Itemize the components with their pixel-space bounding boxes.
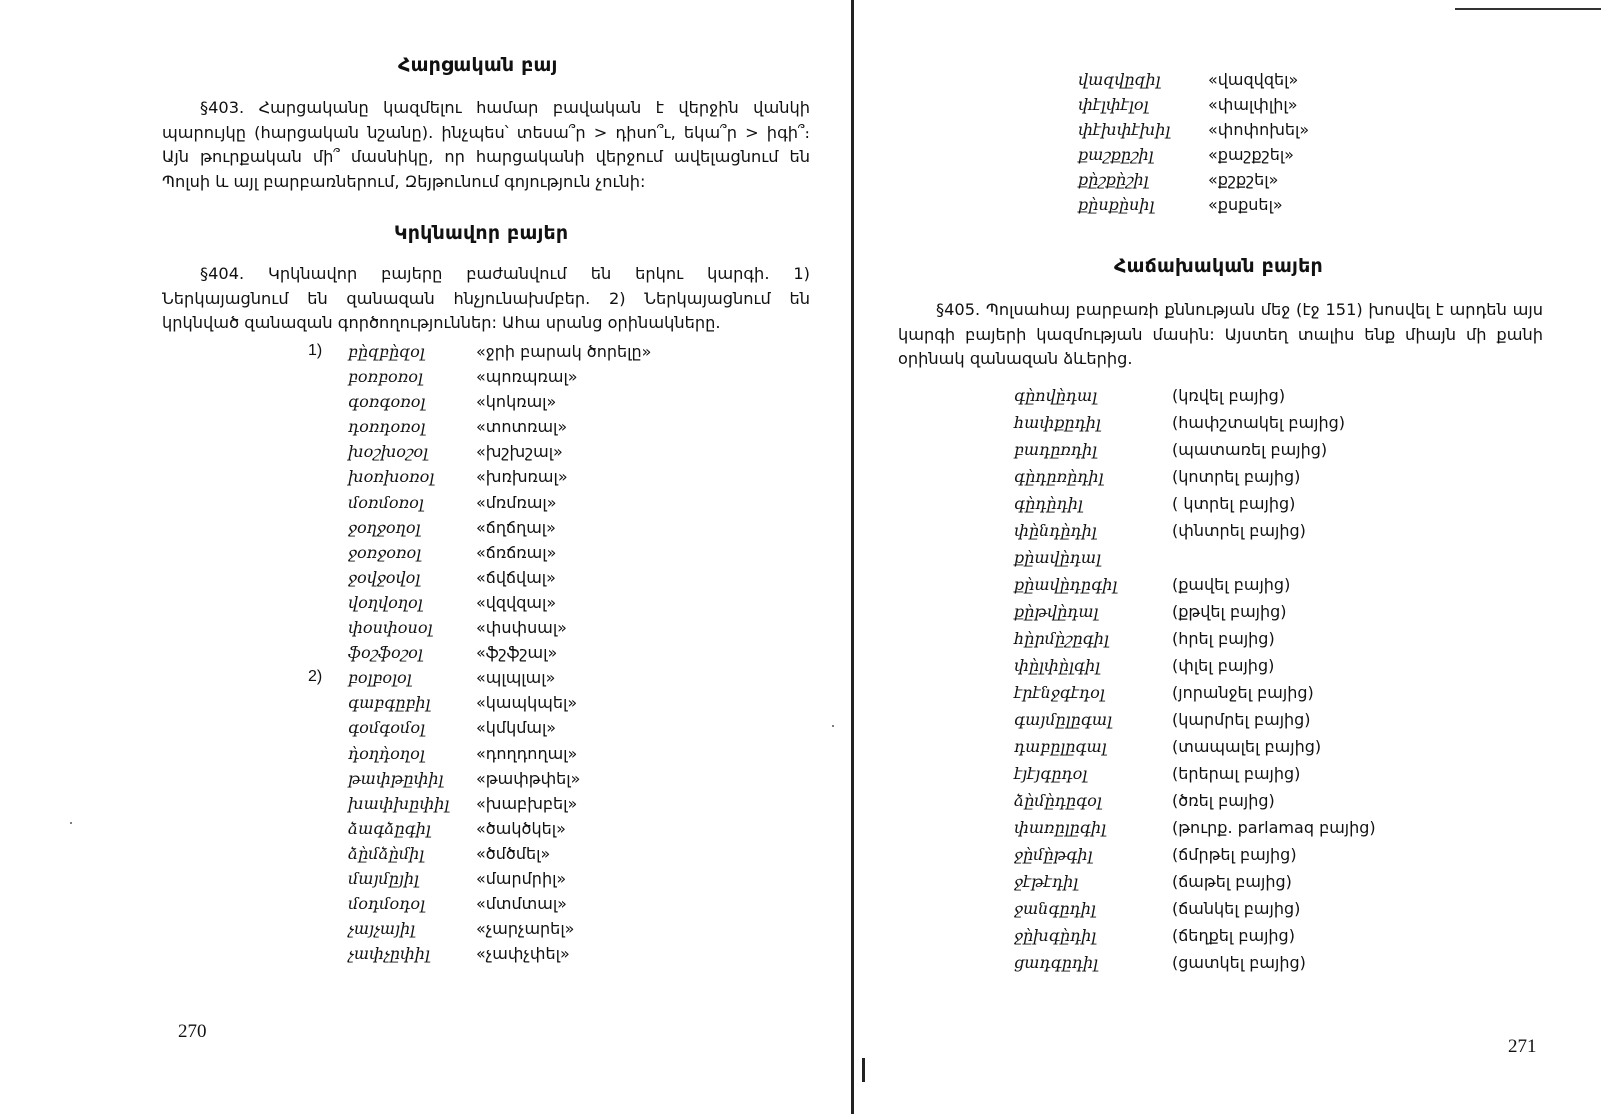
dialect-word: մայմըյիլ: [348, 868, 419, 888]
standard-gloss: (փլել բայից): [1172, 656, 1275, 675]
example-row: [308, 668, 768, 693]
example-row: [1014, 629, 1394, 656]
example-row: [1014, 548, 1394, 575]
dialect-word: բը̀զբը̀զօլ: [348, 342, 425, 361]
example-row: [1014, 953, 1394, 980]
standard-gloss: «ծմծմել»: [476, 843, 551, 863]
dialect-word: խօռխօռօլ: [348, 467, 435, 487]
section-title-frequentative-verbs: Հաճախական բայեր: [1114, 255, 1323, 277]
dialect-word: բօռբօռօլ: [348, 367, 423, 387]
standard-gloss: «տոտռալ»: [476, 417, 568, 437]
example-row: [1078, 170, 1338, 195]
standard-gloss: «չարչարել»: [476, 919, 575, 939]
dialect-word: հափքըդիլ: [1014, 413, 1101, 432]
dialect-word: ջօվջօվօլ: [348, 567, 421, 587]
standard-gloss: (ճանկել բայից): [1172, 899, 1301, 918]
dialect-word: դ̀օղդ̀օղօլ: [348, 743, 425, 763]
example-row: [308, 919, 768, 944]
example-row: [1014, 575, 1394, 602]
standard-gloss: «ջրի բարակ ծորելը»: [476, 342, 652, 361]
example-row: [308, 718, 768, 743]
standard-gloss: (ճեղքել բայից): [1172, 926, 1295, 945]
example-row: [1078, 120, 1338, 145]
example-row: [308, 593, 768, 618]
standard-gloss: «ճվճվալ»: [476, 567, 556, 587]
dialect-word: դաբըլըգալ: [1014, 737, 1107, 756]
standard-gloss: «խռխռալ»: [476, 467, 568, 487]
example-row: [308, 392, 768, 417]
standard-gloss: «չափչփել»: [476, 944, 570, 964]
dialect-word: փը̀լփը̀լգիլ: [1014, 656, 1100, 675]
standard-gloss: (ճմրթել բայից): [1172, 845, 1297, 864]
example-row: [308, 467, 768, 492]
standard-gloss: (յորանջել բայից): [1172, 683, 1314, 702]
paragraph-403: §403. Հարցականը կազմելու համար բավական է վերջին վանկի պարույկը (հարցական նշանը). ինչպես՝ տեսա՞ր > դիսո՞ւ, եկա՞ր > իգի՞։ Այն թուրքական մի՞ մասնիկը, որ հարցականի վերջում ավելացնում են Պոլսի և այլ բարբառներում, Զեյթունում գոյություն չունի:: [162, 98, 810, 191]
example-row: [1014, 521, 1394, 548]
dialect-word: ջը̀խգը̀դիլ: [1014, 926, 1097, 945]
example-row: [308, 417, 768, 442]
dialect-word: չայչայիլ: [348, 919, 415, 939]
standard-gloss: «վզվզալ»: [476, 592, 557, 612]
example-row: [1014, 899, 1394, 926]
dialect-word: ջանգըդիլ: [1014, 899, 1096, 918]
right-page: [860, 0, 1601, 1114]
example-row: [308, 744, 768, 769]
standard-gloss: «ճղճղալ»: [476, 517, 556, 537]
standard-gloss: (կոտրել բայից): [1172, 467, 1301, 486]
dialect-word: ջէթէդիլ: [1014, 872, 1079, 891]
standard-gloss: «քշքշել»: [1208, 170, 1279, 189]
dialect-word: փօսփօսօլ: [348, 618, 433, 638]
example-row: [308, 869, 768, 894]
standard-gloss: ( կտրել բայից): [1172, 494, 1296, 513]
dialect-word: ջը̀մը̀թգիլ: [1014, 845, 1093, 864]
dialect-word: քաշքըշիլ: [1078, 145, 1154, 164]
standard-gloss: «պոռպռալ»: [476, 367, 578, 387]
dialect-word: գօռգօռօլ: [348, 392, 426, 412]
example-row: [1078, 70, 1338, 95]
example-row: [308, 643, 768, 668]
example-row: [308, 944, 768, 969]
example-row: [1014, 494, 1394, 521]
dialect-word: գաբգըբիլ: [348, 693, 431, 713]
example-group-marker: 1): [308, 342, 323, 359]
example-row: [1078, 195, 1338, 220]
example-row: [308, 493, 768, 518]
standard-gloss: «քսքսել»: [1208, 195, 1283, 214]
dialect-word: ցադգըդիլ: [1014, 953, 1099, 972]
dialect-word: բադըռդիլ: [1014, 440, 1098, 459]
standard-gloss: «կոկռալ»: [476, 392, 557, 412]
dialect-word: էյէյգըդօլ: [1014, 764, 1088, 783]
dialect-word: թափթըփիլ: [348, 768, 444, 788]
dialect-word: փէլփէլօլ: [1078, 95, 1149, 114]
dialect-word: ֆօշֆօշօլ: [348, 643, 423, 663]
dialect-word: գայմըլըգալ: [1014, 710, 1112, 729]
standard-gloss: «թափթփել»: [476, 768, 581, 788]
example-row: [308, 894, 768, 919]
dialect-word: մօդմօդօլ: [348, 894, 425, 914]
page-number-right: 271: [1508, 1036, 1537, 1057]
standard-gloss: «մարմրիլ»: [476, 868, 567, 888]
dialect-word: վազվըզիլ: [1078, 70, 1161, 89]
example-row: [308, 844, 768, 869]
dialect-word: քը̀սքը̀սիլ: [1078, 195, 1155, 214]
dialect-word: ձագձըգիլ: [348, 818, 431, 838]
standard-gloss: (տապալել բայից): [1172, 737, 1322, 756]
example-row: [1014, 764, 1394, 791]
standard-gloss: «փոփոխել»: [1208, 120, 1310, 139]
example-row: [1014, 737, 1394, 764]
standard-gloss: (երերալ բայից): [1172, 764, 1301, 783]
standard-gloss: (քթվել բայից): [1172, 602, 1287, 621]
standard-gloss: (կռվել բայից): [1172, 386, 1286, 405]
reduplicated-verbs-list: [308, 342, 768, 969]
dialect-word: խօշխօշօլ: [348, 442, 428, 462]
example-row: [1014, 683, 1394, 710]
example-row: [308, 518, 768, 543]
example-row: [1014, 656, 1394, 683]
standard-gloss: (պատառել բայից): [1172, 440, 1328, 459]
dialect-word: փէխփէխիլ: [1078, 120, 1171, 139]
section-title-reduplicated-verbs: Կրկնավոր բայեր: [394, 222, 569, 244]
dialect-word: քը̀ավը̀դալ: [1014, 548, 1101, 567]
standard-gloss: «խաբխբել»: [476, 793, 578, 813]
standard-gloss: «պլպլալ»: [476, 668, 556, 688]
dialect-word: չափչըփիլ: [348, 944, 430, 964]
standard-gloss: «քաշքշել»: [1208, 145, 1294, 164]
standard-gloss: (ծռել բայից): [1172, 791, 1275, 810]
dialect-word: էրէնջգէդօլ: [1014, 683, 1105, 702]
example-row: [1014, 440, 1394, 467]
example-row: [308, 769, 768, 794]
paragraph-405: §405. Պոլսահայ բարբառի քննության մեջ (էջ 151) խոսվել է արդեն այս կարգի բայերի կազմության մասին: Այստեղ տալիս ենք միայն մի քանի օրինակ զանազան ձևերից.: [898, 300, 1543, 368]
dialect-word: վօղվօղօլ: [348, 592, 423, 612]
example-row: [1014, 872, 1394, 899]
standard-gloss: (ցատկել բայից): [1172, 953, 1306, 972]
standard-gloss: «ֆշֆշալ»: [476, 643, 558, 663]
example-row: [1014, 818, 1394, 845]
standard-gloss: «կմկմալ»: [476, 718, 557, 738]
standard-gloss: (քավել բայից): [1172, 575, 1291, 594]
dialect-word: քը̀ավը̀դըգիլ: [1014, 575, 1118, 594]
standard-gloss: «ճռճռալ»: [476, 542, 557, 562]
example-row: [1078, 145, 1338, 170]
dialect-word: քը̀թվը̀դալ: [1014, 602, 1099, 621]
dialect-word: փը̀նդը̀դիլ: [1014, 521, 1097, 540]
dialect-word: բօլբօլօլ: [348, 668, 412, 688]
reduplicated-verbs-list-continued: [1078, 70, 1338, 220]
dialect-word: գը̀դըռը̀դիլ: [1014, 467, 1104, 486]
example-row: [1014, 791, 1394, 818]
dialect-word: ջօռջօռօլ: [348, 542, 422, 562]
dialect-word: ձը̀մձը̀միլ: [348, 843, 425, 863]
example-row: [1014, 845, 1394, 872]
paragraph-404: §404. Կրկնավոր բայերը բաժանվում են երկու կարգի. 1) Ներկայացնում են զանազան հնչյունախմբեր. 2) Ներկայացնում են կրկնված զանազան գործողություններ: Ահա սրանց օրինակները.: [162, 264, 810, 332]
section-title-interrogative-verb: Հարցական բայ: [398, 54, 558, 76]
example-row: [308, 342, 768, 367]
frequentative-verbs-list: [1014, 386, 1394, 980]
example-row: [1014, 602, 1394, 629]
example-row: [1014, 386, 1394, 413]
standard-gloss: «մտմտալ»: [476, 894, 567, 914]
example-row: [308, 618, 768, 643]
standard-gloss: (փնտրել բայից): [1172, 521, 1306, 540]
standard-gloss: «ծակծկել»: [476, 818, 566, 838]
dialect-word: խափխըփիլ: [348, 793, 450, 813]
dialect-word: գը̀ովը̀դալ: [1014, 386, 1098, 405]
standard-gloss: (հրել բայից): [1172, 629, 1275, 648]
dialect-word: գը̀դը̀դիլ: [1014, 494, 1083, 513]
page-number-left: 270: [178, 1021, 207, 1042]
standard-gloss: «վազվզել»: [1208, 70, 1299, 89]
example-row: [1014, 926, 1394, 953]
dialect-word: ջօղջօղօլ: [348, 517, 421, 537]
standard-gloss: (հափշտակել բայից): [1172, 413, 1345, 432]
dialect-word: դօռդօռօլ: [348, 417, 426, 437]
standard-gloss: (թուրք. parlamaq բայից): [1172, 818, 1376, 837]
example-row: [1014, 710, 1394, 737]
example-row: [308, 367, 768, 392]
dialect-word: ձը̀մը̀դըգօլ: [1014, 791, 1102, 810]
standard-gloss: «փալփլիլ»: [1208, 95, 1298, 114]
dialect-word: քը̀շքը̀շիլ: [1078, 170, 1149, 189]
dialect-word: փառըլըգիլ: [1014, 818, 1106, 837]
example-row: [308, 568, 768, 593]
standard-gloss: «խշխշալ»: [476, 442, 563, 462]
example-row: [308, 543, 768, 568]
standard-gloss: «դողդողալ»: [476, 743, 578, 763]
standard-gloss: (ճաթել բայից): [1172, 872, 1292, 891]
example-row: [1014, 467, 1394, 494]
example-group-marker: 2): [308, 668, 323, 686]
standard-gloss: «կապկպել»: [476, 693, 578, 713]
standard-gloss: «փսփսալ»: [476, 618, 567, 638]
example-row: [1014, 413, 1394, 440]
example-row: [308, 819, 768, 844]
example-row: [1078, 95, 1338, 120]
example-row: [308, 442, 768, 467]
standard-gloss: «մռմռալ»: [476, 492, 557, 512]
example-row: [308, 693, 768, 718]
example-row: [308, 794, 768, 819]
dialect-word: գօմգօմօլ: [348, 718, 425, 738]
dialect-word: մօռմօռօլ: [348, 492, 424, 512]
dialect-word: հը̀րմը̀շըգիլ: [1014, 629, 1109, 648]
standard-gloss: (կարմրել բայից): [1172, 710, 1311, 729]
